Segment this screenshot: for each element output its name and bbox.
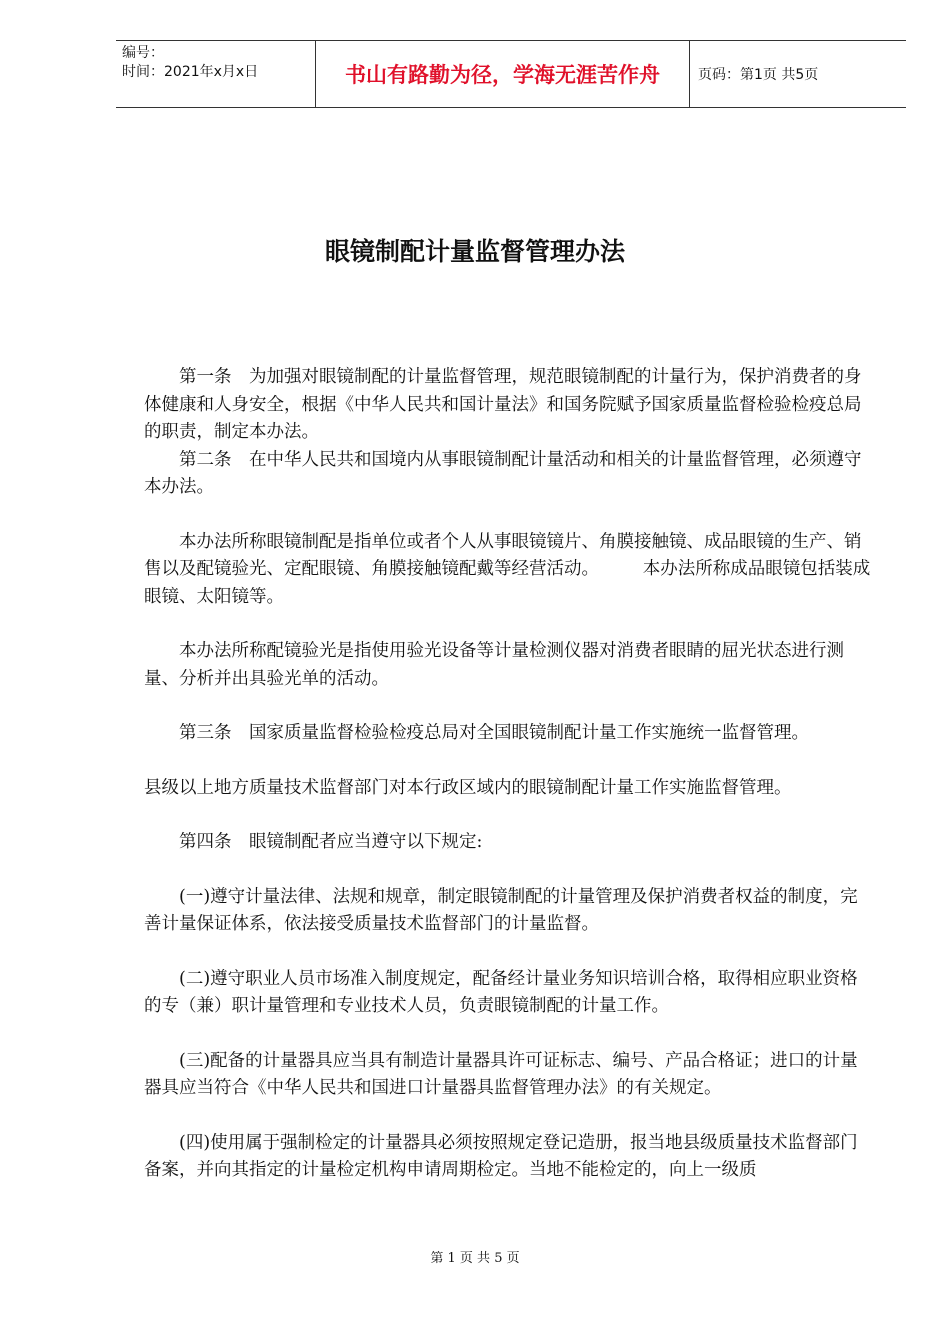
document-body [144,364,874,1185]
paragraph: 第四条 眼镜制配者应当遵守以下规定: [179,832,483,852]
number-label: 编号： [122,45,164,61]
paragraph: (三)配备的计量器具应当具有制造计量器具许可证标志、编号、产品合格证；进口的计量器具应当符合《中华人民共和国进口计量器具监督管理办法》的有关规定。 [144,1050,858,1098]
header-motto: 书山有路勤为径，学海无涯苦作舟 [316,41,690,107]
document-title: 眼镜制配计量监督管理办法 [324,237,625,266]
paragraph: 第一条 为加强对眼镜制配的计量监督管理，规范眼镜制配的计量行为，保护消费者的身体健康和人身安全，根据《中华人民共和国计量法》和国务院赋予国家质量监督检验检疫总局的职责，制定本办法。 [144,367,862,442]
header-meta [116,41,316,107]
page-header [116,40,906,108]
page-footer: 第 1 页 共 5 页 [430,1251,520,1266]
paragraph: 第三条 国家质量监督检验检疫总局对全国眼镜制配计量工作实施统一监督管理。 [179,723,809,743]
paragraph: 县级以上地方质量技术监督部门对本行政区域内的眼镜制配计量工作实施监督管理。 [144,777,792,798]
paragraph: 第二条 在中华人民共和国境内从事眼镜制配计量活动和相关的计量监督管理，必须遵守本办法。 [144,449,862,497]
time-label: 时间：2021年x月x日 [122,64,259,80]
header-page-info: 页码：第1页 共5页 [698,67,819,83]
paragraph: (四)使用属于强制检定的计量器具必须按照规定登记造册，报当地县级质量技术监督部门备案，并向其指定的计量检定机构申请周期检定。当地不能检定的，向上一级质 [144,1132,858,1180]
paragraph: 本办法所称眼镜制配是指单位或者个人从事眼镜镜片、角膜接触镜、成品眼镜的生产、销售以及配镜验光、定配眼镜、角膜接触镜配戴等经营活动。 本办法所称成品眼镜包括装成眼镜、太阳镜等。 [144,531,871,607]
paragraph: (一)遵守计量法律、法规和规章，制定眼镜制配的计量管理及保护消费者权益的制度，完善计量保证体系，依法接受质量技术监督部门的计量监督。 [144,886,858,934]
paragraph: (二)遵守职业人员市场准入制度规定，配备经计量业务知识培训合格，取得相应职业资格的专（兼）职计量管理和专业技术人员，负责眼镜制配的计量工作。 [144,968,858,1016]
paragraph: 本办法所称配镜验光是指使用验光设备等计量检测仪器对消费者眼睛的屈光状态进行测量、分析并出具验光单的活动。 [144,641,844,689]
